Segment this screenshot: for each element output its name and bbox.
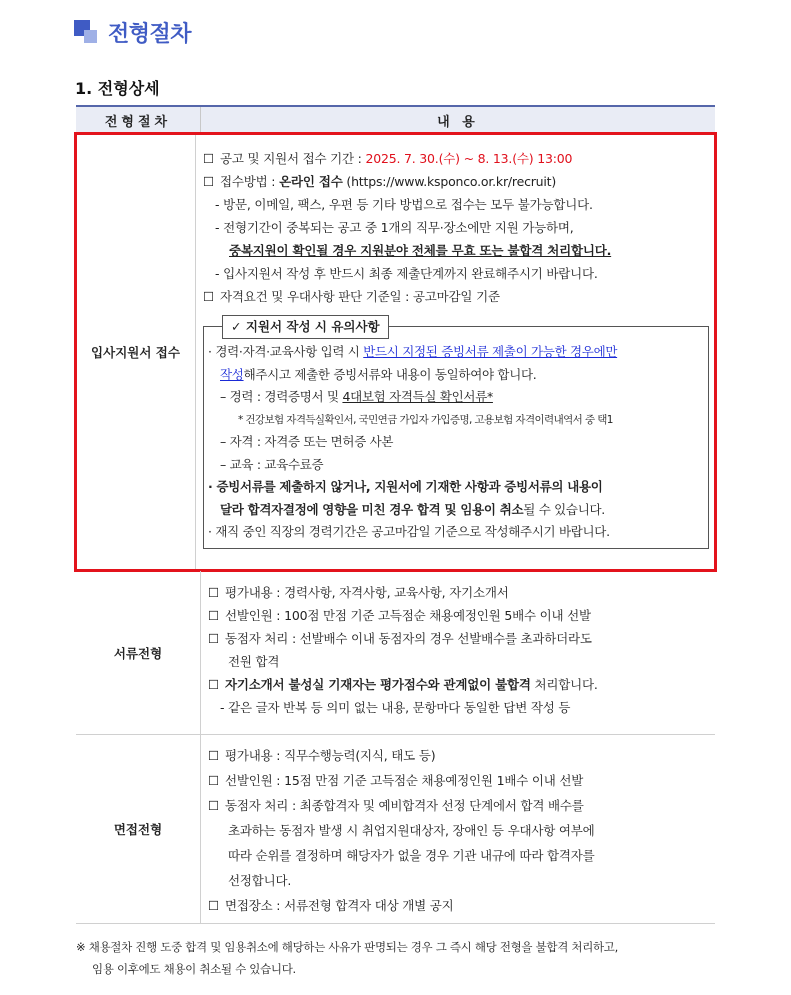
section-title: 1. 전형상세: [75, 79, 160, 98]
list-item: - 전형기간이 중복되는 공고 중 1개의 직무·장소에만 지원 가능하며,: [215, 220, 574, 235]
procedure-table: [76, 105, 715, 924]
notice-line: 달라 합격자결정에 영향을 미친 경우 합격 및 임용이 취소될 수 있습니다.: [220, 501, 605, 517]
checkbox-icon: ☐: [208, 631, 220, 646]
row-content-interview: [201, 735, 715, 923]
list-item: ☐ 선발인원 : 100점 만점 기준 고득점순 채용예정인원 5배수 이내 선발: [208, 604, 709, 627]
list-item: 초과하는 동점자 발생 시 취업지원대상자, 장애인 등 우대사항 여부에: [228, 823, 595, 838]
application-period: 2025. 7. 30.(수) ~ 8. 13.(수) 13:00: [365, 151, 573, 166]
checkbox-icon: ☐: [208, 585, 220, 600]
checkbox-icon: ☐: [208, 798, 220, 813]
footnote-line: 임용 이후에도 채용이 취소될 수 있습니다.: [92, 962, 296, 976]
list-item: ☐ 면접장소 : 서류전형 합격자 대상 개별 공지: [208, 893, 709, 918]
notice-line: 작성해주시고 제출한 증빙서류와 내용이 동일하여야 합니다.: [220, 366, 537, 382]
table-header: [76, 107, 715, 134]
footnote: [76, 936, 618, 980]
footnote-line: ※ 채용절차 진행 도중 합격 및 임용취소에 해당하는 사유가 판명되는 경우 그 즉시 해당 전형을 불합격 처리하고,: [76, 940, 618, 954]
notice-line: · 재직 중인 직장의 경력기간은 공고마감일 기준으로 작성해주시기 바랍니다.: [208, 524, 610, 539]
recruit-url[interactable]: (https://www.ksponco.or.kr/recruit): [346, 174, 557, 189]
notice-footnote: * 건강보험 자격득실확인서, 국민연금 가입자 가입증명, 고용보험 자격이력내역서 중 택1: [238, 413, 613, 426]
notice-line: – 경력 : 경력증명서 및 4대보험 자격득실 확인서류*: [220, 389, 493, 404]
checkbox-icon: ☐: [208, 608, 220, 623]
checkbox-icon: ☐: [208, 898, 220, 913]
checkbox-icon: ☐: [208, 748, 220, 763]
list-item: ☐ 공고 및 지원서 접수 기간 : 2025. 7. 30.(수) ~ 8. 13.(수) 13:00: [203, 147, 709, 170]
checkbox-icon: ☐: [203, 151, 215, 166]
column-header-content: 내 용: [437, 114, 479, 130]
table-row-interview: [76, 735, 715, 924]
list-item: - 입사지원서 작성 후 반드시 최종 제출단계까지 완료해주시기 바랍니다.: [215, 266, 598, 281]
row-content-document: [201, 571, 715, 734]
list-item: - 같은 글자 반복 등 의미 없는 내용, 문항마다 동일한 답변 작성 등: [220, 700, 571, 715]
table-row-application: [76, 134, 715, 571]
row-label-document: 서류전형: [76, 571, 201, 734]
notice-tag: ✓ 지원서 작성 시 유의사항: [222, 315, 389, 339]
list-item: ☐ 평가내용 : 경력사항, 자격사항, 교육사항, 자기소개서: [208, 581, 709, 604]
notice-line: – 교육 : 교육수료증: [220, 456, 324, 472]
checkbox-icon: ☐: [203, 174, 215, 189]
checkbox-icon: ☐: [208, 773, 220, 788]
row-label-interview: 면접전형: [76, 735, 201, 923]
square-bullet-icon: [74, 20, 96, 42]
list-item: ☐ 선발인원 : 15점 만점 기준 고득점순 채용예정인원 1배수 이내 선발: [208, 768, 709, 793]
checkbox-icon: ☐: [203, 289, 215, 304]
list-item: ☐ 동점자 처리 : 선발배수 이내 동점자의 경우 선발배수를 초과하더라도: [208, 627, 709, 650]
list-item: ☐ 동점자 처리 : 최종합격자 및 예비합격자 선정 단계에서 합격 배수를: [208, 793, 709, 818]
list-item: ☐ 자격요건 및 우대사항 판단 기준일 : 공고마감일 기준: [203, 285, 709, 308]
checkbox-icon: ☐: [208, 677, 220, 692]
notice-line: · 경력·자격·교육사항 입력 시 반드시 지정된 증빙서류 제출이 가능한 경우에만: [208, 344, 618, 359]
list-item: ☐ 평가내용 : 직무수행능력(지식, 태도 등): [208, 743, 709, 768]
list-item: 전원 합격: [228, 654, 280, 669]
notice-box: [203, 319, 709, 549]
table-row-document: [76, 571, 715, 735]
notice-line: · 증빙서류를 제출하지 않거나, 지원서에 기재한 사항과 증빙서류의 내용이: [208, 479, 603, 494]
list-item: 중복지원이 확인될 경우 지원분야 전체를 무효 또는 불합격 처리합니다.: [229, 243, 612, 258]
notice-line: – 자격 : 자격증 또는 면허증 사본: [220, 434, 394, 449]
row-label-application: 입사지원서 접수: [76, 134, 196, 570]
column-header-procedure: 전형절차: [76, 107, 201, 133]
list-item: 따라 순위를 결정하며 해당자가 없을 경우 기관 내규에 따라 합격자를: [228, 848, 595, 863]
list-item: ☐ 접수방법 : 온라인 접수 (https://www.ksponco.or.kr/recruit): [203, 170, 709, 193]
list-item: 선정합니다.: [228, 873, 292, 888]
list-item: - 방문, 이메일, 팩스, 우편 등 기타 방법으로 접수는 모두 불가능합니다.: [215, 197, 593, 212]
page-title: 전형절차: [108, 22, 192, 47]
row-content-application: [196, 134, 715, 570]
list-item: ☐ 자기소개서 불성실 기재자는 평가점수와 관계없이 불합격 처리합니다.: [208, 673, 709, 696]
